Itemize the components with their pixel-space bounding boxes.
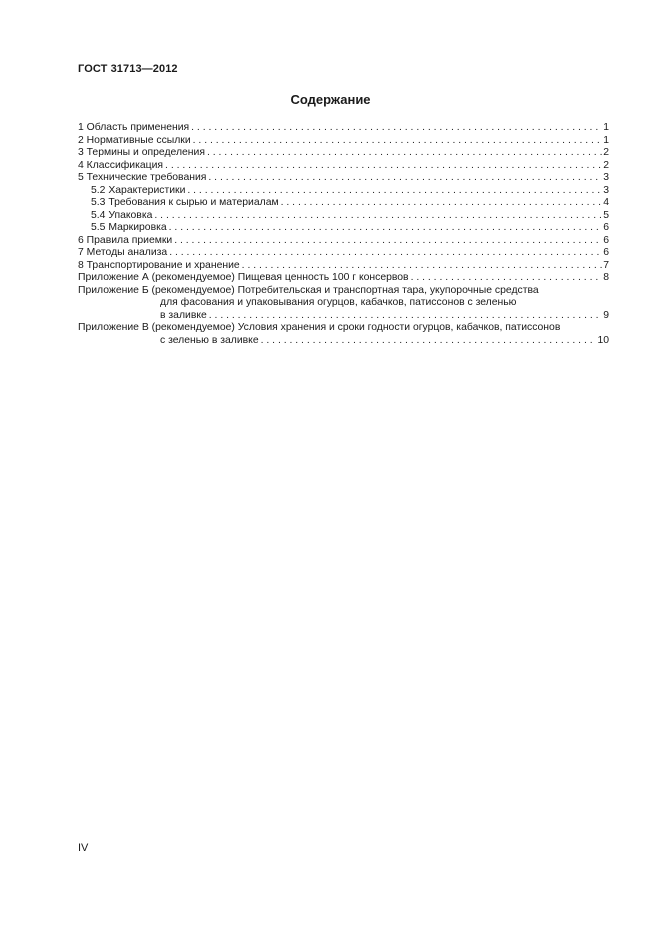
toc-leader-dots [191, 122, 602, 135]
toc-entry-page: 5 [603, 209, 609, 221]
toc-entry-label: 8 Транспортирование и хранение [78, 259, 240, 271]
toc-entry-page: 8 [603, 272, 609, 283]
toc-entry-label: 1 Область применения [78, 122, 190, 133]
toc-entry-page: 6 [603, 247, 609, 258]
toc-entry-label: 2 Нормативные ссылки [78, 134, 191, 146]
toc-entry-label: 5 Технические требования [78, 172, 207, 183]
toc-leader-dots [411, 272, 603, 285]
toc-entry-5[interactable] [78, 172, 609, 185]
toc-leader-dots [193, 135, 603, 148]
toc-entry-page: 6 [603, 222, 609, 233]
toc-entry-label: 6 Правила приемки [78, 234, 173, 246]
toc-entry-label-line1: Приложение В (рекомендуемое) Условия хранения и сроки годности огурцов, кабачков, патиссонов [78, 322, 561, 333]
toc-entry-label: 3 Термины и определения [78, 147, 205, 158]
toc-entry-label-line2: для фасования и упаковывания огурцов, кабачков, патиссонов с зеленью [160, 297, 517, 308]
toc-entry-5-4[interactable] [78, 210, 609, 223]
toc-entry-page: 3 [603, 172, 609, 183]
toc-entry-label: Приложение А (рекомендуемое) Пищевая ценность 100 г консервов [78, 272, 409, 283]
toc-entry-label: 4 Классификация [78, 159, 164, 171]
toc-entry-4[interactable] [78, 160, 609, 173]
toc-entry-label: 5.2 Характеристики [91, 184, 186, 196]
toc-entry-5-5[interactable] [78, 222, 609, 235]
toc-entry-page: 6 [603, 234, 609, 246]
toc-leader-dots [209, 310, 602, 323]
toc-entry-6[interactable] [78, 235, 609, 248]
toc-entry-page: 1 [603, 134, 609, 146]
toc-leader-dots [242, 260, 603, 273]
toc-leader-dots [154, 210, 602, 223]
toc-leader-dots [261, 335, 597, 348]
table-of-contents [78, 122, 609, 347]
toc-entry-7[interactable] [78, 247, 609, 260]
toc-entry-page: 2 [603, 147, 609, 158]
toc-entry-label: 5.3 Требования к сырью и материалам [91, 197, 279, 208]
toc-entry-page: 4 [603, 197, 609, 208]
toc-leader-dots [207, 147, 602, 160]
toc-entry-appendix-c[interactable] [78, 322, 609, 347]
toc-entry-label: 5.4 Упаковка [91, 209, 153, 221]
toc-entry-page: 2 [603, 159, 609, 171]
toc-entry-label-line2: с зеленью в заливке [160, 334, 259, 346]
toc-entry-label-line3: в заливке [160, 309, 207, 321]
toc-entry-1[interactable] [78, 122, 609, 135]
toc-entry-5-3[interactable] [78, 197, 609, 210]
toc-leader-dots [187, 185, 602, 198]
document-code: ГОСТ 31713—2012 [78, 63, 178, 75]
toc-entry-label-line1: Приложение Б (рекомендуемое) Потребительская и транспортная тара, укупорочные средства [78, 284, 539, 296]
toc-leader-dots [208, 172, 602, 185]
page-number: IV [78, 842, 89, 854]
toc-entry-5-2[interactable] [78, 185, 609, 198]
toc-entry-last-line [78, 335, 609, 348]
toc-entry-page: 10 [597, 334, 609, 346]
toc-entry-page: 1 [603, 122, 609, 133]
toc-entry-3[interactable] [78, 147, 609, 160]
toc-entry-appendix-a[interactable] [78, 272, 609, 285]
toc-leader-dots [281, 197, 603, 210]
toc-entry-page: 7 [603, 259, 609, 271]
toc-leader-dots [169, 247, 602, 260]
toc-entry-label: 5.5 Маркировка [91, 222, 167, 233]
toc-leader-dots [165, 160, 602, 173]
toc-entry-page: 3 [603, 184, 609, 196]
toc-title: Содержание [290, 92, 371, 107]
toc-entry-appendix-b[interactable] [78, 285, 609, 323]
toc-entry-8[interactable] [78, 260, 609, 273]
toc-leader-dots [169, 222, 603, 235]
toc-entry-2[interactable] [78, 135, 609, 148]
toc-entry-label: 7 Методы анализа [78, 247, 168, 258]
toc-entry-last-line [78, 310, 609, 323]
toc-leader-dots [174, 235, 602, 248]
toc-entry-page: 9 [603, 309, 609, 321]
